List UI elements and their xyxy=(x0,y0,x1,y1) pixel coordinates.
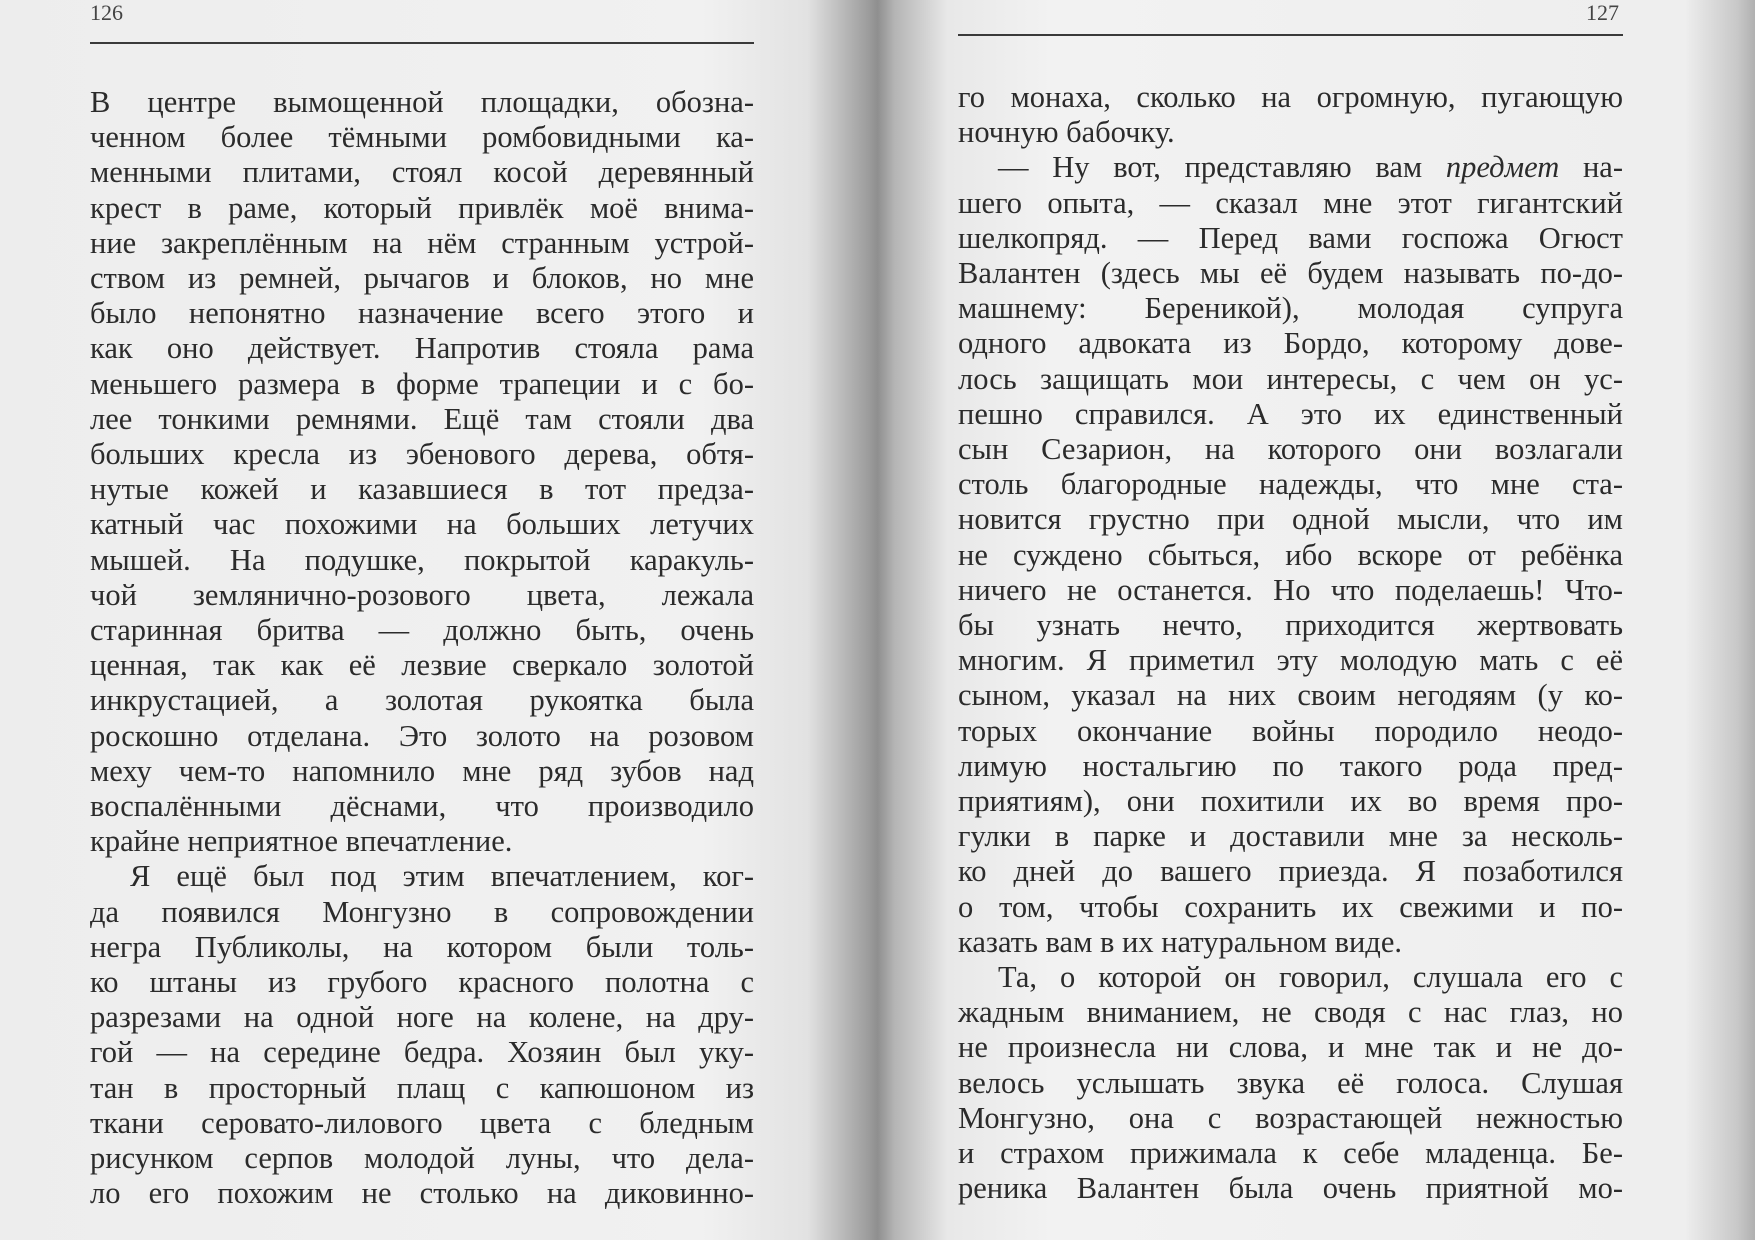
text-line: казать вам в их натуральном виде. xyxy=(958,924,1402,959)
text-line: не суждено сбыться, ибо вскоре от ребёнка xyxy=(958,537,1623,572)
text-line: велось услышать звука её голоса. Слушая xyxy=(958,1065,1623,1100)
text-line: чой землянично-розового цвета, лежала xyxy=(90,577,754,612)
text-line: ло его похожим не столько на диковинно- xyxy=(90,1176,754,1211)
left-page xyxy=(0,0,860,1240)
text-line: ценная, так как её лезвие сверкало золотой xyxy=(90,648,754,683)
text-line: Я ещё был под этим впечатлением, ког- xyxy=(130,859,754,894)
page-number-right: 127 xyxy=(1586,0,1619,25)
text-line: ченном более тёмными ромбовидными ка- xyxy=(90,120,754,155)
header-rule-right xyxy=(958,34,1623,36)
text-line: новится грустно при одной мысли, что им xyxy=(958,502,1623,537)
right-page xyxy=(880,0,1755,1240)
text-line: бы узнать нечто, приходится жертвовать xyxy=(958,608,1623,643)
text-line: негра Публиколы, на котором были толь- xyxy=(90,929,754,964)
text-line: гой — на середине бедра. Хозяин был уку- xyxy=(90,1035,754,1070)
text-line: шего опыта, — сказал мне этот гигантский xyxy=(958,185,1623,220)
text-line: менными плитами, стоял косой деревянный xyxy=(90,155,754,190)
text-line: сыном, указал на них своим негодяям (у ко- xyxy=(958,678,1623,713)
text-line: не произнесла ни слова, и мне так и не до- xyxy=(958,1030,1623,1065)
text-line: реника Валантен была очень приятной мо- xyxy=(958,1171,1623,1206)
text-line: как оно действует. Напротив стояла рама xyxy=(90,331,754,366)
text-line: лимую ностальгию по такого рода пред- xyxy=(958,748,1623,783)
text-line: крайне неприятное впечатление. xyxy=(90,824,513,859)
text-line: роскошно отделана. Это золото на розовом xyxy=(90,718,754,753)
text-line xyxy=(958,150,1623,185)
text-line: и страхом прижимала к себе младенца. Бе- xyxy=(958,1136,1623,1171)
text-line: было непонятно назначение всего этого и xyxy=(90,296,754,331)
text-line: ко дней до вашего приезда. Я позаботился xyxy=(958,854,1623,889)
text-line: ночную бабочку. xyxy=(958,115,1175,150)
text-line: крест в раме, который привлёк моё внима- xyxy=(90,190,754,225)
text-line: жадным вниманием, не сводя с нас глаз, но xyxy=(958,995,1623,1030)
header-rule-left xyxy=(90,42,754,44)
page-number-left: 126 xyxy=(90,0,123,25)
text-line: Валантен (здесь мы её будем называть по-до- xyxy=(958,256,1623,291)
text-line: ко штаны из грубого красного полотна с xyxy=(90,965,754,1000)
text-line: лось защищать мои интересы, с чем он ус- xyxy=(958,361,1623,396)
text-segment: на- xyxy=(1559,150,1623,185)
text-line: шелкопряд. — Перед вами госпожа Огюст xyxy=(958,220,1623,255)
text-line: нутые кожей и казавшиеся в тот предза- xyxy=(90,472,754,507)
text-line: ничего не останется. Но что поделаешь! Что- xyxy=(958,572,1623,607)
text-line: Монгузно, она с возрастающей нежностью xyxy=(958,1100,1623,1135)
text-line: меху чем-то напомнило мне ряд зубов над xyxy=(90,753,754,788)
text-line: приятиям), они похитили их во время про- xyxy=(958,784,1623,819)
text-line: ние закреплённым на нём странным устрой- xyxy=(90,225,754,260)
text-line: разрезами на одной ноге на колене, на дру- xyxy=(90,1000,754,1035)
text-line: да появился Монгузно в сопровождении xyxy=(90,894,754,929)
right-page-text xyxy=(958,80,1623,1207)
text-line: мышей. На подушке, покрытой каракуль- xyxy=(90,542,754,577)
left-page-text xyxy=(90,85,754,1212)
text-line: В центре вымощенной площадки, обозна- xyxy=(90,85,754,119)
text-line: рисунком серпов молодой луны, что дела- xyxy=(90,1141,754,1176)
text-line: тан в просторный плащ с капюшоном из xyxy=(90,1070,754,1105)
text-line: ством из ремней, рычагов и блоков, но мне xyxy=(90,261,754,296)
text-line: го монаха, сколько на огромную, пугающую xyxy=(958,80,1623,114)
italic-word: предмет xyxy=(1445,150,1560,185)
text-line: многим. Я приметил эту молодую мать с её xyxy=(958,643,1623,678)
text-line: воспалёнными дёснами, что производило xyxy=(90,789,754,824)
text-line: катный час похожими на больших летучих xyxy=(90,507,754,542)
text-line: пешно справился. А это их единственный xyxy=(958,396,1623,431)
text-segment: — Ну вот, представляю вам xyxy=(998,150,1446,185)
text-line: лее тонкими ремнями. Ещё там стояли два xyxy=(90,401,754,436)
text-line: больших кресла из эбенового дерева, обтя- xyxy=(90,437,754,472)
text-line: гулки в парке и доставили мне за несколь- xyxy=(958,819,1623,854)
text-line: о том, чтобы сохранить их свежими и по- xyxy=(958,889,1623,924)
text-line: старинная бритва — должно быть, очень xyxy=(90,613,754,648)
text-line: меньшего размера в форме трапеции и с бо- xyxy=(90,366,754,401)
text-line: инкрустацией, а золотая рукоятка была xyxy=(90,683,754,718)
text-line: Та, о которой он говорил, слушала его с xyxy=(998,960,1623,995)
text-line: сын Сезарион, на которого они возлагали xyxy=(958,432,1623,467)
text-line: машнему: Береникой), молодая супруга xyxy=(958,291,1623,326)
text-line: торых окончание войны породило неодо- xyxy=(958,713,1623,748)
text-line: ткани серовато-лилового цвета с бледным xyxy=(90,1105,754,1140)
text-line: столь благородные надежды, что мне ста- xyxy=(958,467,1623,502)
text-line: одного адвоката из Бордо, которому дове- xyxy=(958,326,1623,361)
